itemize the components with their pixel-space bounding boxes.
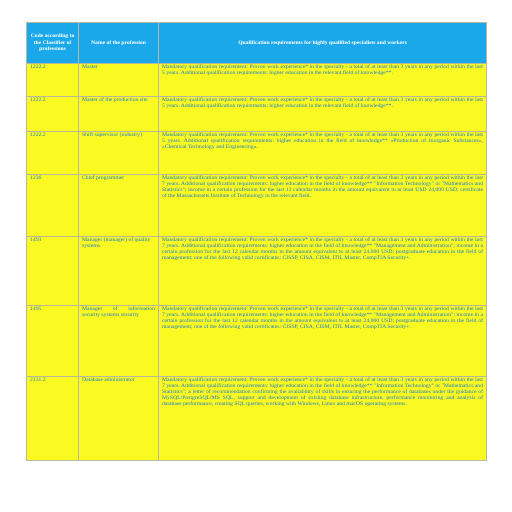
row-code: 1493	[27, 237, 79, 306]
row-profession: Master of the production site	[79, 97, 159, 132]
row-profession: Manager of information security systems security	[79, 306, 159, 377]
table-row	[27, 64, 487, 97]
row-code: 1222.2	[27, 97, 79, 132]
table-row	[27, 377, 487, 461]
qualification-table	[26, 22, 487, 461]
row-requirements: Mandatory qualification requirement: Proven work experience* in the specialty - a total of at least than 3 years in any period within the last 7 years. Additional qualification requirements: higher education in the field of knowledge** "Management and Administration"; income in a certain profession for the last 12 calendar months in the amount equivalent to at least 24,000 USD; postgraduate education in the field of management; one of the following valid certificates: CISSP, CISA, CISM, ITIL Master, CompTIA Security+.	[159, 237, 487, 306]
row-profession: Master	[79, 64, 159, 97]
row-profession: Database administrator	[79, 377, 159, 461]
table-row	[27, 237, 487, 306]
row-requirements: Mandatory qualification requirement: Proven work experience* in the specialty - a total of at least than 3 years in any period within the last 5 years. Additional qualification requirements: higher education in the relevant field of knowledge**.	[159, 64, 487, 97]
table-row	[27, 306, 487, 377]
row-requirements: Mandatory qualification requirement: Proven work experience* in the specialty - a total of at least than 3 years in any period within the last 7 years. Additional qualification requirements: higher education in the field of knowledge** "Management and Administration"; income in a certain profession for the last 12 calendar months in the amount equivalent to at least 24,000 USD; postgraduate education in the field of management; one of the following valid certificates: CISSP, CISA, CISM, ITIL Master, CompTIA Security+.	[159, 306, 487, 377]
row-code: 1495	[27, 306, 79, 377]
row-profession: Manager (manager) of quality systems	[79, 237, 159, 306]
row-requirements: Mandatory qualification requirement: Proven work experience* in the specialty - a total of at least than 3 years in any period within the last 7 years. Additional qualification requirements: higher education in the field of knowledge** "Information Technology" or "Mathematics and Statistics"; income in a certain profession for the last 12 calendar months in the amount equivalent to at least USD 24,000 USD; certificate of the Massachusetts Institute of Technology in the relevant field.	[159, 175, 487, 237]
row-requirements: Mandatory qualification requirement: Proven work experience* in the specialty - a total of at least than 3 years in any period within the last 5 years. Additional qualification requirements: higher education in the relevant field of knowledge**.	[159, 97, 487, 132]
table-row	[27, 97, 487, 132]
row-code: 2131.2	[27, 377, 79, 461]
table-row	[27, 132, 487, 175]
header-requirements: Qualification requirements for highly qualified specialists and workers	[159, 23, 487, 64]
row-code: 1222.2	[27, 64, 79, 97]
table-header-row	[27, 23, 487, 64]
row-code: 1222.2	[27, 132, 79, 175]
header-name: Name of the profession	[79, 23, 159, 64]
row-requirements: Mandatory qualification requirement: Proven work experience* in the specialty - a total of at least than 3 years in any period within the last 5 years. Additional qualification requirements: higher education in the field of knowledge** «Production of Inorganic Substances», «Chemical Technology and Engineering».	[159, 132, 487, 175]
qualification-table-wrapper	[26, 22, 487, 461]
table-row	[27, 175, 487, 237]
row-requirements: Mandatory qualification requirement: Proven work experience* in the specialty - a total of at least than 3 years in any period within the last 7 years. Additional qualification requirements: higher education in the field of knowledge** "Information Technology" or "Mathematics and Statistics"; a letter of recommendation confirming the availability of skills in ensuring the performance of databases under the guidance of MySQL/PostgreSQL/MS SQL, support and development of existing database infrastructure, performance monitoring and analysis of database performance, creating SQL queries, working with Windows, Linux and macOS operating systems.	[159, 377, 487, 461]
row-profession: Shift supervisor (industry)	[79, 132, 159, 175]
row-profession: Chief programmer	[79, 175, 159, 237]
row-code: 1236	[27, 175, 79, 237]
header-code: Code according to the Classifier of professions	[27, 23, 79, 64]
